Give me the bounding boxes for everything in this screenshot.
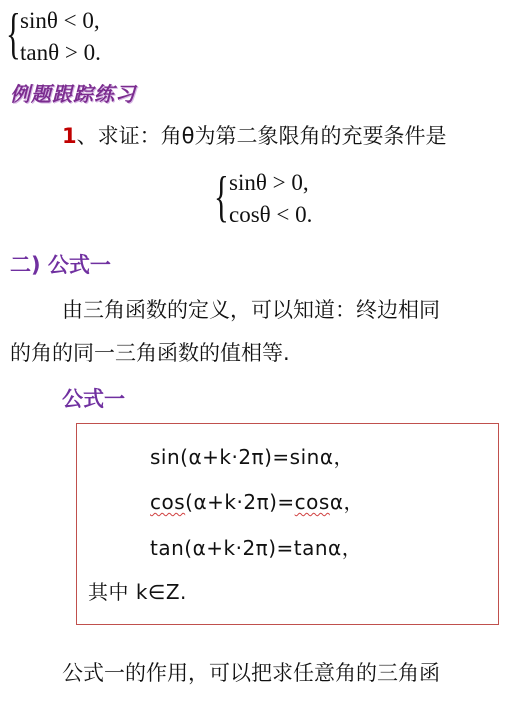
system2-line1: sinθ > 0,: [229, 170, 309, 195]
exercise-number: 1: [62, 124, 77, 148]
paragraph-line2: 的角的同一三角函数的值相等.: [10, 341, 290, 365]
formula-note: 其中 k∈Z.: [88, 580, 187, 604]
left-brace-1: {: [6, 3, 21, 65]
cos-word-2: cos: [294, 490, 330, 514]
paragraph-line1: 由三角函数的定义，可以知道：终边相同: [62, 298, 440, 322]
exercise-text: 、求证：角θ为第二象限角的充要条件是: [76, 124, 447, 148]
left-brace-2: {: [214, 166, 229, 228]
exercise-line: [62, 121, 446, 151]
cos-word-1: cos: [150, 490, 186, 514]
formula-title: 公式一: [62, 387, 125, 411]
formula-tan: tan(α+k·2π)=tanα，: [150, 536, 363, 560]
system1-line1: sinθ < 0,: [20, 8, 100, 33]
cos-end: α，: [329, 490, 365, 514]
practice-title: 例题跟踪练习: [10, 82, 136, 106]
formula-cos: [150, 488, 364, 516]
system1-line2: tanθ > 0.: [20, 40, 101, 65]
system2-line2: cosθ < 0.: [229, 202, 313, 227]
formula-sin: sin(α+k·2π)=sinα，: [150, 445, 354, 469]
cos-mid: (α+k·2π)=: [185, 490, 295, 514]
section-heading: 二) 公式一: [10, 253, 111, 277]
bottom-text: 公式一的作用，可以把求任意角的三角函: [62, 661, 440, 685]
